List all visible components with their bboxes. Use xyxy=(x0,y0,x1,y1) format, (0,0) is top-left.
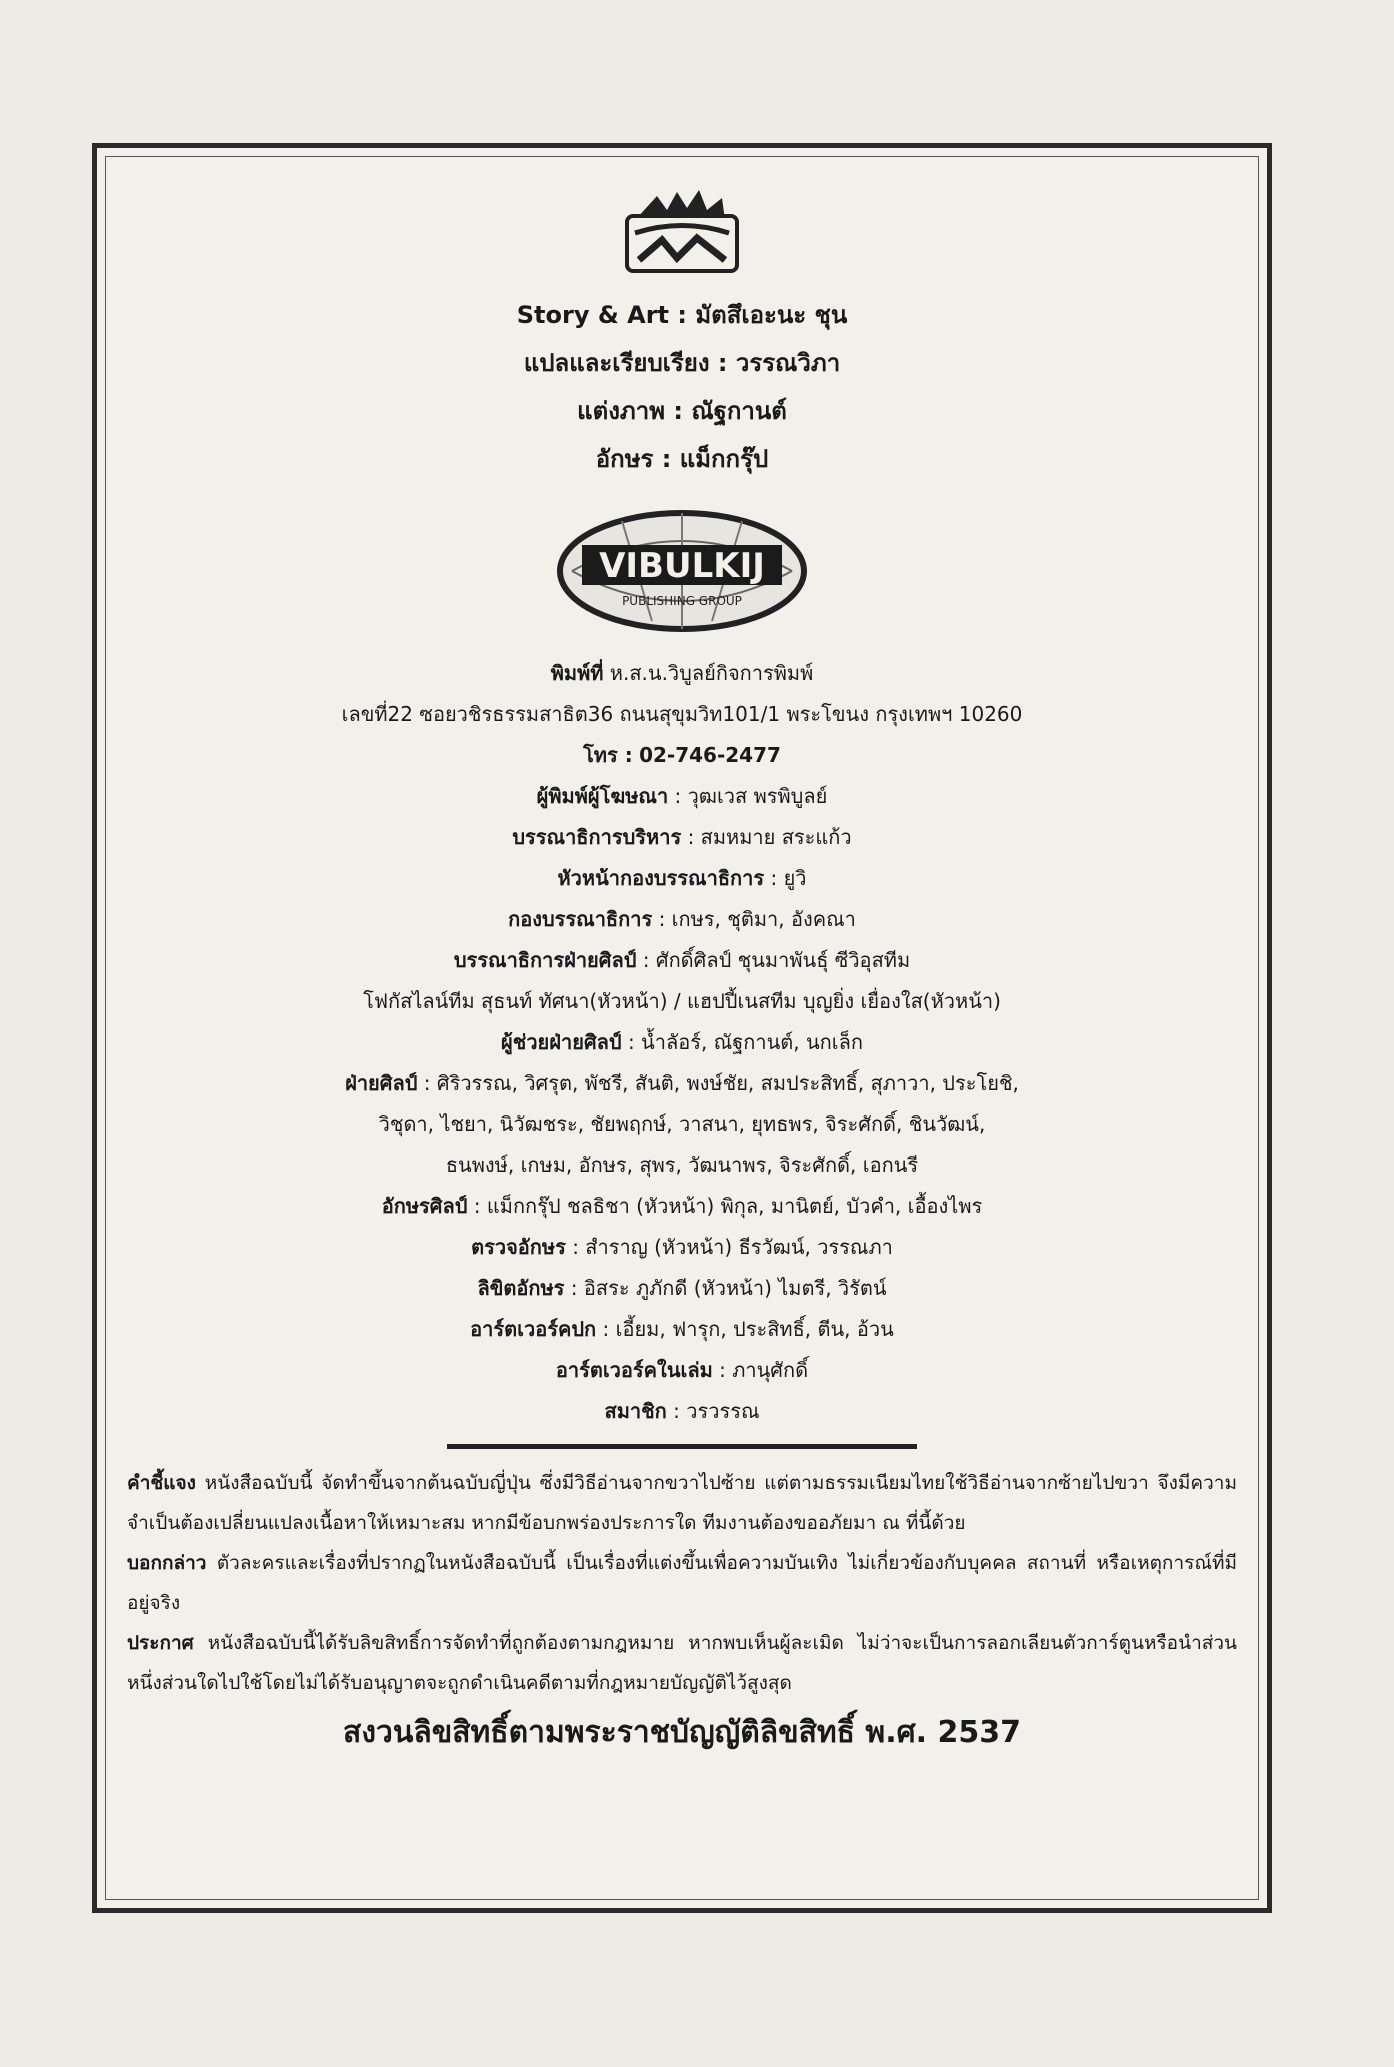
staff-row: อักษรศิลป์ : แม็กกรุ๊ป ชลธิชา (หัวหน้า) พิกุล, มานิตย์, บัวคำ, เอื้องไพร xyxy=(381,1194,983,1218)
staff-row: บรรณาธิการบริหาร : สมหมาย สระแก้ว xyxy=(512,825,852,849)
svg-text:PUBLISHING GROUP: PUBLISHING GROUP xyxy=(622,594,742,608)
staff-row: วิชุดา, ไชยา, นิวัฒชระ, ชัยพฤกษ์, วาสนา, ยุทธพร, จิระศักดิ์, ชินวัฒน์, xyxy=(378,1112,986,1136)
staff-row: ผู้พิมพ์ผู้โฆษณา : วุฒเวส พรพิบูลย์ xyxy=(536,784,828,808)
staff-row: ธนพงษ์, เกษม, อักษร, สุพร, วัฒนาพร, จิระศักดิ์, เอกนรี xyxy=(445,1153,919,1177)
printing-phone: โทร : 02-746-2477 xyxy=(583,743,781,767)
note-announcement: ประกาศ หนังสือฉบับนี้ได้รับลิขสิทธิ์การจัดทำที่ถูกต้องตามกฎหมาย หากพบเห็นผู้ละเมิด ไม่ว่าจะเป็นการลอกเลียนตัวการ์ตูนหรือนำส่วนหนึ่งส่วนใดไปใช้โดยไม่ได้รับอนุญาตจะถูกดำเนินคดีตามที่กฎหมายบัญญัติไว้สูงสุด xyxy=(127,1632,1237,1694)
staff-row: ฝ่ายศิลป์ : ศิริวรรณ, วิศรุต, พัชรี, สันติ, พงษ์ชัย, สมประสิทธิ์, สุภาวา, ประโยชิ, xyxy=(345,1071,1019,1095)
credit-retouch: แต่งภาพ : ณัฐกานต์ xyxy=(577,397,787,425)
staff-row: โฟกัสไลน์ทีม สุธนท์ ทัศนา(หัวหน้า) / แฮปปี้เนสทีม บุญยิ่ง เยื่องใส(หัวหน้า) xyxy=(363,989,1001,1013)
divider xyxy=(447,1444,917,1449)
staff-row: สมาชิก : วรวรรณ xyxy=(604,1399,760,1423)
publisher-logo xyxy=(552,501,812,641)
copyright-footer: สงวนลิขสิทธิ์ตามพระราชบัญญัติลิขสิทธิ์ พ.ศ. 2537 xyxy=(343,1715,1021,1750)
staff-row: บรรณาธิการฝ่ายศิลป์ : ศักดิ์ศิลป์ ชุนมาพันธุ์ ซีวิอุสทีม xyxy=(453,948,911,972)
printing-address: เลขที่22 ซอยวชิรธรรมสาธิต36 ถนนสุขุมวิท101/1 พระโขนง กรุงเทพฯ 10260 xyxy=(341,702,1023,726)
colophon-frame xyxy=(92,143,1272,1913)
credit-lettering: อักษร : แม็กกรุ๊ป xyxy=(595,445,769,473)
staff-row: อาร์ตเวอร์คปก : เอี้ยม, ฟารุก, ประสิทธิ์, ตีน, อ้วน xyxy=(470,1317,894,1341)
staff-row: ผู้ช่วยฝ่ายศิลป์ : น้ำลัอร์, ณัฐกานต์, นกเล็ก xyxy=(501,1030,863,1054)
note-clarification: คำชี้แจง หนังสือฉบับนี้ จัดทำขึ้นจากต้นฉบับญี่ปุ่น ซึ่งมีวิธีอ่านจากขวาไปซ้าย แต่ตามธรรมเนียมไทยใช้วิธีอ่านจากซ้ายไปขวา จึงมีความจำเป็นต้องเปลี่ยนแปลงเนื้อหาให้เหมาะสม หากมีข้อบกพร่องประการใด ทีมงานต้องขออภัยมา ณ ที่นี้ด้วย xyxy=(127,1472,1237,1534)
staff-row: อาร์ตเวอร์คในเล่ม : ภานุศักดิ์ xyxy=(555,1358,809,1382)
magazine-logo xyxy=(617,188,747,283)
staff-row: ลิขิตอักษร : อิสระ ภูภักดี (หัวหน้า) ไมตรี, วิรัตน์ xyxy=(477,1276,887,1300)
credit-story-art: Story & Art : มัตสึเอะนะ ชุน xyxy=(516,301,848,329)
note-disclaimer: บอกกล่าว ตัวละครและเรื่องที่ปรากฏในหนังสือฉบับนี้ เป็นเรื่องที่แต่งขึ้นเพื่อความบันเทิง ไม่เกี่ยวข้องกับบุคคล สถานที่ หรือเหตุการณ์ที่มีอยู่จริง xyxy=(127,1552,1237,1614)
credit-translation: แปลและเรียบเรียง : วรรณวิภา xyxy=(523,349,841,377)
staff-row: ตรวจอักษร : สำราญ (หัวหน้า) ธีรวัฒน์, วรรณภา xyxy=(471,1235,893,1259)
staff-row: กองบรรณาธิการ : เกษร, ชุติมา, อังคณา xyxy=(508,907,856,931)
svg-text:VIBULKIJ: VIBULKIJ xyxy=(599,546,765,586)
staff-row: หัวหน้ากองบรรณาธิการ : ยูวิ xyxy=(557,866,807,890)
printing-line: พิมพ์ที่ ห.ส.น.วิบูลย์กิจการพิมพ์ xyxy=(550,661,814,685)
